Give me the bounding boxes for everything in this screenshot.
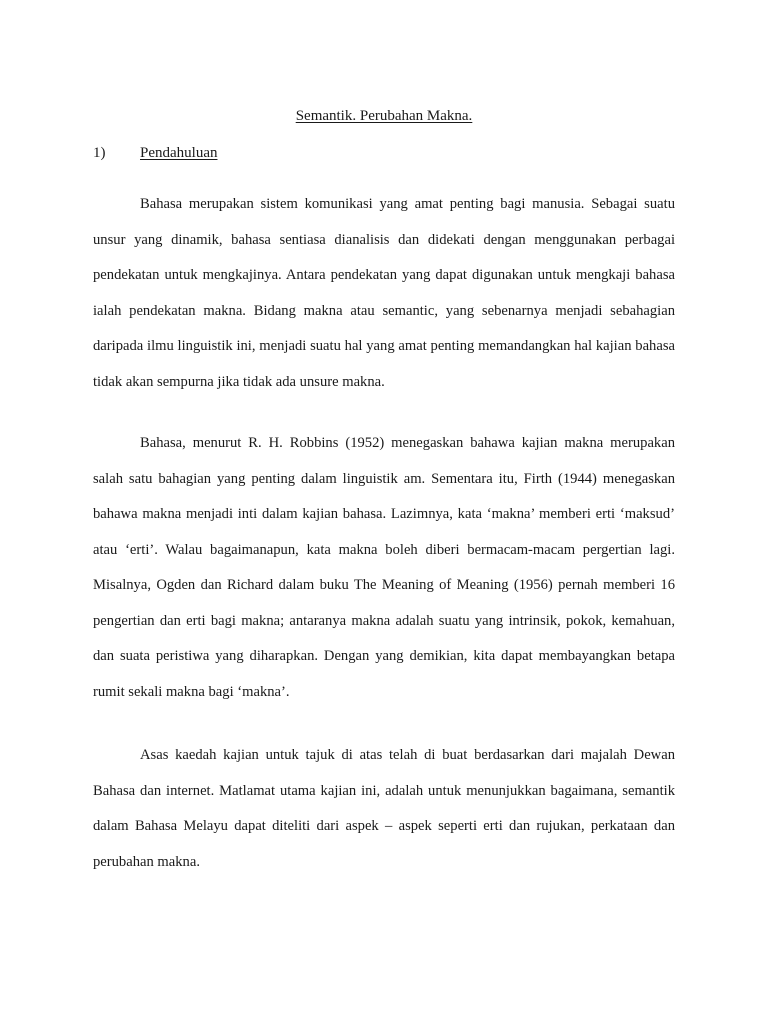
section-header xyxy=(93,145,217,162)
paragraph-methodology: Asas kaedah kajian untuk tajuk di atas telah di buat berdasarkan dari majalah Dewan Bahasa dan internet. Matlamat utama kajian ini, adalah untuk menunjukkan bagaimana, semantik dalam Bahasa Melayu dapat diteliti dari aspek – aspek seperti erti dan rujukan, perkataan dan perubahan makna. xyxy=(93,747,675,870)
paragraph-introduction: Bahasa merupakan sistem komunikasi yang amat penting bagi manusia. Sebagai suatu unsur yang dinamik, bahasa sentiasa dianalisis dan didekati dengan menggunakan perbagai pendekatan untuk mengkajinya. Antara pendekatan yang dapat digunakan untuk mengkaji bahasa ialah pendekatan makna. Bidang makna atau semantic, yang sebenarnya menjadi sebahagian daripada ilmu linguistik ini, menjadi suatu hal yang amat penting memandangkan hal kajian bahasa tidak akan sempurna jika tidak ada unsure makna. xyxy=(93,196,675,390)
paragraph-definition: Bahasa, menurut R. H. Robbins (1952) menegaskan bahawa kajian makna merupakan salah satu bahagian yang penting dalam linguistik am. Sementara itu, Firth (1944) menegaskan bahawa makna menjadi inti dalam kajian bahasa. Lazimnya, kata ‘makna’ memberi erti ‘maksud’ atau ‘erti’. Walau bagaimanapun, kata makna boleh diberi bermacam-macam pergertian lagi. Misalnya, Ogden dan Richard dalam buku The Meaning of Meaning (1956) pernah memberi 16 pengertian dan erti bagi makna; antaranya makna adalah suatu yang intrinsik, pokok, kemahuan, dan suata peristiwa yang diharapkan. Dengan yang demikian, kita dapat membayangkan betapa rumit sekali makna bagi ‘makna’. xyxy=(93,435,675,700)
section-heading: Pendahuluan xyxy=(140,145,218,161)
section-number: 1) xyxy=(93,145,106,161)
document-title: Semantik. Perubahan Makna. xyxy=(295,108,473,124)
